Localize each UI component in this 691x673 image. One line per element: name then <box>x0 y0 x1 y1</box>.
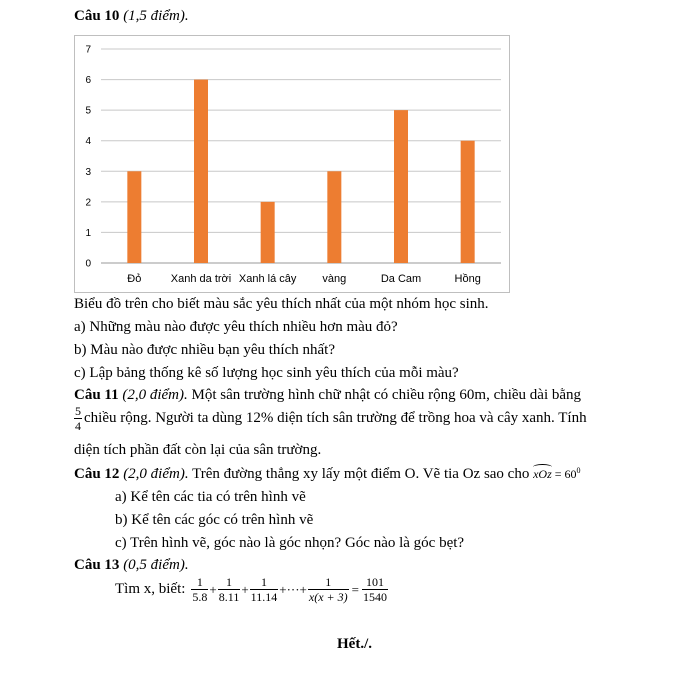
q11-text-2: chiều rộng. Người ta dùng 12% diện tích sân trường để trồng hoa và cây xanh. Tính <box>84 410 587 426</box>
x-tick-label: vàng <box>322 273 347 285</box>
x-tick-label: Xanh da trời <box>170 273 232 285</box>
footer-end-mark: Hết./. <box>337 636 372 652</box>
q10-intro: Biểu đồ trên cho biết màu sắc yêu thích nhất của một nhóm học sinh. <box>74 296 489 312</box>
y-tick-label: 6 <box>85 75 91 87</box>
q11-text-1: Một sân trường hình chữ nhật có chiều rộng 60m, chiều dài bằng <box>191 387 582 403</box>
y-tick-label: 2 <box>85 197 91 209</box>
bar <box>461 141 475 263</box>
q12-part-a: a) Kể tên các tia có trên hình vẽ <box>115 489 306 505</box>
q11-text-3: diện tích phần đất còn lại của sân trường. <box>74 442 322 458</box>
y-tick-label: 5 <box>85 105 91 117</box>
bar <box>261 202 275 263</box>
q13-term-2 <box>218 575 241 604</box>
y-tick-label: 4 <box>85 136 91 148</box>
q10-heading <box>74 8 189 25</box>
q13-term-last <box>308 575 349 604</box>
bar <box>327 171 341 263</box>
q10-part-c: c) Lập bảng thống kê số lượng học sinh yêu thích của mỗi màu? <box>74 365 459 381</box>
q12-angle-name: xOz <box>533 467 552 481</box>
q13-term-3 <box>250 575 279 604</box>
q10-points: (1,5 điểm). <box>123 8 189 24</box>
plus-sign: + <box>241 581 249 597</box>
q13-dots: +···+ <box>279 581 307 597</box>
q13-term-1-num: 1 <box>196 575 203 589</box>
q11-frac-den: 4 <box>75 419 81 433</box>
x-tick-label: Đỏ <box>127 273 142 285</box>
y-tick-label: 3 <box>85 166 91 178</box>
q12-part-b: b) Kể tên các góc có trên hình vẽ <box>115 512 314 528</box>
q12-points: (2,0 điểm). <box>123 466 189 482</box>
q13-term-3-den: 11.14 <box>250 590 278 604</box>
y-tick-label: 0 <box>85 258 91 270</box>
bar <box>194 80 208 263</box>
q12-angle-deg: 0 <box>576 466 581 475</box>
x-tick-label: Xanh lá cây <box>238 273 297 285</box>
q12-angle-eq: = 60 <box>554 467 577 481</box>
q13-term-last-num: 1 <box>325 575 332 589</box>
q11-line1 <box>74 387 581 404</box>
q12-text-1: Trên đường thẳng xy lấy một điểm O. Vẽ tia Oz sao cho <box>192 466 530 482</box>
q12-title: Câu 12 <box>74 466 120 482</box>
q11-points: (2,0 điểm). <box>122 387 188 403</box>
y-tick-label: 1 <box>85 227 91 239</box>
q10-title: Câu 10 <box>74 8 120 24</box>
q13-prompt: Tìm x, biết: <box>115 581 186 597</box>
bar-chart <box>75 36 511 294</box>
bar-chart-frame <box>74 35 510 293</box>
q11-title: Câu 11 <box>74 387 119 403</box>
q13-term-last-den: x(x + 3) <box>308 590 348 604</box>
q13-rhs <box>362 575 388 604</box>
q13-equation <box>115 575 388 604</box>
q13-title: Câu 13 <box>74 557 120 573</box>
q10-part-a: a) Những màu nào được yêu thích nhiều hơn màu đỏ? <box>74 319 398 335</box>
x-tick-label: Da Cam <box>380 273 422 285</box>
bar <box>127 171 141 263</box>
y-tick-label: 7 <box>85 44 91 56</box>
q11-fraction <box>74 404 82 433</box>
q13-rhs-den: 1540 <box>362 590 387 604</box>
q13-rhs-num: 101 <box>365 575 384 589</box>
q13-term-1-den: 5.8 <box>192 590 208 604</box>
q12-part-c: c) Trên hình vẽ, góc nào là góc nhọn? Góc nào là góc bẹt? <box>115 535 465 551</box>
q11-frac-num: 5 <box>75 404 81 418</box>
q11-line2 <box>74 404 587 433</box>
q10-part-b: b) Màu nào được nhiều bạn yêu thích nhất? <box>74 342 335 358</box>
q13-term-3-num: 1 <box>260 575 267 589</box>
q13-term-2-num: 1 <box>226 575 233 589</box>
q13-term-2-den: 8.11 <box>218 590 240 604</box>
q13-term-1 <box>191 575 208 604</box>
q13-heading <box>74 557 189 574</box>
q12-line1 <box>74 466 581 483</box>
plus-sign: + <box>209 581 217 597</box>
bar <box>394 110 408 263</box>
q13-points: (0,5 điểm). <box>123 557 189 573</box>
equals-sign: = <box>351 581 359 597</box>
x-tick-label: Hồng <box>454 273 481 285</box>
q12-angle <box>533 467 580 481</box>
